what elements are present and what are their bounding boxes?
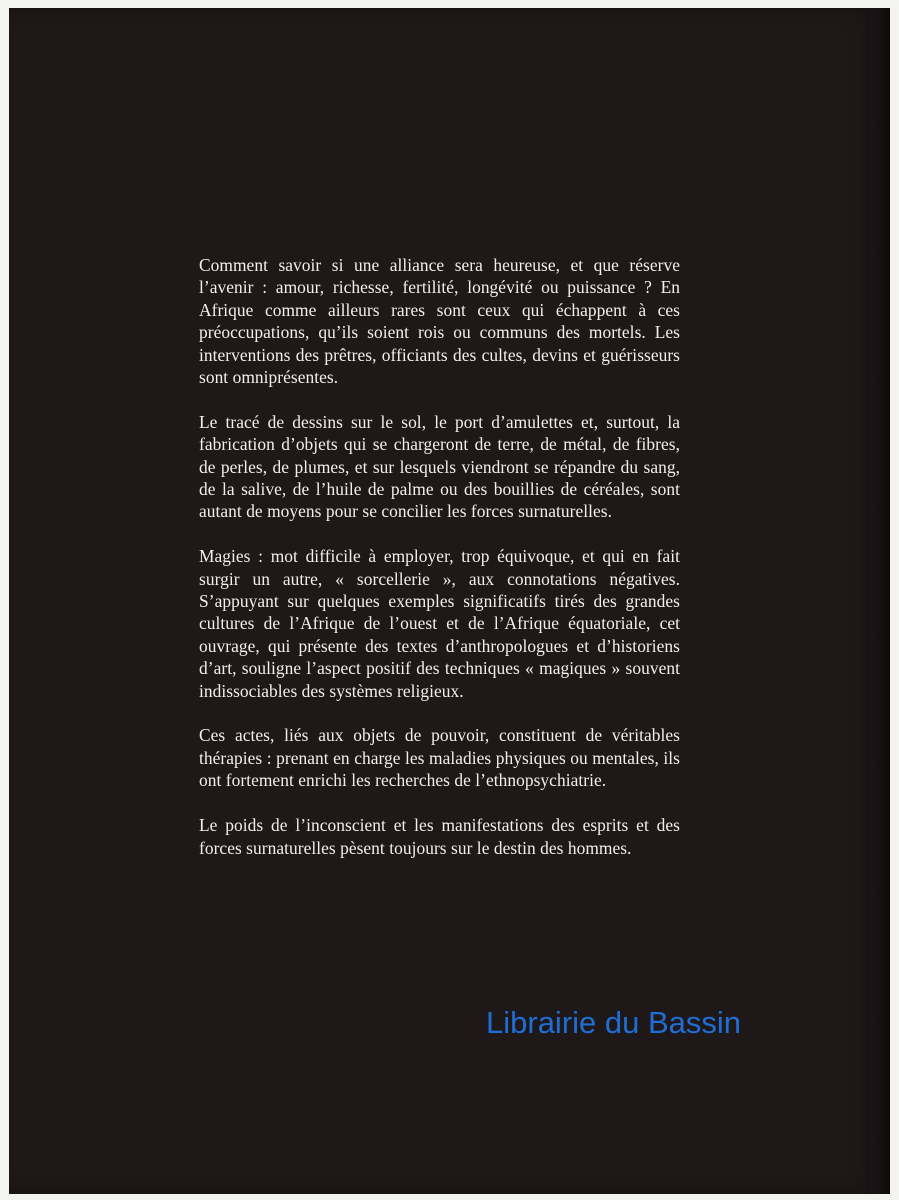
cover-edge [871,8,887,1194]
blurb-paragraph-2: Le tracé de dessins sur le sol, le port d’amulettes et, surtout, la fabrication d’objets qui se chargeront de terre, de métal, de fibres, de perles, de plumes, et sur lesquels viendront se répandre du sang, de la salive, de l’huile de palme ou des bouillies de céréales, sont autant de moyens pour se concilier les forces surnaturelles. [199,411,680,522]
blurb-paragraph-3: Magies : mot difficile à employer, trop équivoque, et qui en fait surgir un autre, « sorcellerie », aux connotations négatives. S’appuyant sur quelques exemples significatifs tirés des grandes cultures de l’Afrique de l’ouest et de l’Afrique équatoriale, cet ouvrage, qui présente des textes d’anthropologues et d’historiens d’art, souligne l’aspect positif des techniques « magiques » souvent indissociables des systèmes religieux. [199,546,680,701]
blurb-paragraph-5: Le poids de l’inconscient et les manifestations des esprits et des forces surnaturelles pèsent toujours sur le destin des hommes. [199,815,680,858]
blurb-paragraph-4: Ces actes, liés aux objets de pouvoir, constituent de véritables thérapies : prenant en charge les maladies physiques ou mentales, ils ont fortement enrichi les recherches de l’ethnopsychiatrie. [199,725,680,791]
blurb-text [199,254,680,859]
bookseller-watermark: Librairie du Bassin [486,1005,742,1040]
blurb-paragraph-1: Comment savoir si une alliance sera heureuse, et que réserve l’avenir : amour, richesse, fertilité, longévité ou puissance ? En Afrique comme ailleurs rares sont ceux qui échappent à ces préoccupations, qu’ils soient rois ou communs des mortels. Les interventions des prêtres, officiants des cultes, devins et guérisseurs sont omniprésentes. [199,255,680,388]
